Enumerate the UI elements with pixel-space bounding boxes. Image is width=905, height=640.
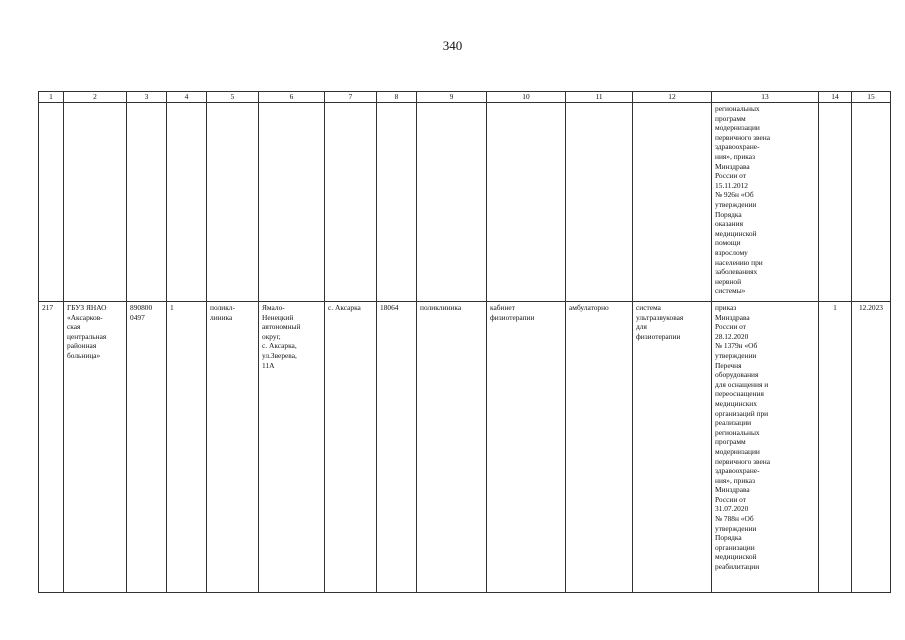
- count-cell: 1: [167, 302, 207, 593]
- table-cell: [377, 103, 417, 302]
- header-row: [39, 92, 891, 103]
- table-cell: [325, 103, 377, 302]
- continued-row: [39, 103, 891, 302]
- table-cell: [852, 103, 891, 302]
- code-cell: 890800 0497: [127, 302, 167, 593]
- date-cell: 12.2023: [852, 302, 891, 593]
- header-cell: 2: [64, 92, 127, 103]
- table-cell: [39, 103, 64, 302]
- regulation-cell: приказ Минздрава России от 28.12.2020 № 1379н «Об утверждении Перечня оборудования для оснащения и переоснащения медицинских организаций при реализации региональных программ модернизации первичного звена здравоохране- ния», приказ Минздрава России от 31.07.2020 № 788н «Об утверждении Порядка организации медицинской реабилитации: [712, 302, 819, 593]
- table-cell: [487, 103, 566, 302]
- header-cell: 1: [39, 92, 64, 103]
- table-cell: [127, 103, 167, 302]
- quantity-cell: 1: [819, 302, 852, 593]
- header-cell: 11: [566, 92, 633, 103]
- table-cell: [633, 103, 712, 302]
- table-cell: [566, 103, 633, 302]
- table-cell: [64, 103, 127, 302]
- header-cell: 15: [852, 92, 891, 103]
- table-cell: [259, 103, 325, 302]
- header-cell: 7: [325, 92, 377, 103]
- oktmo-cell: 18064: [377, 302, 417, 593]
- equipment-table: [38, 91, 891, 593]
- header-cell: 13: [712, 92, 819, 103]
- unit-type-cell: поликл- линика: [207, 302, 259, 593]
- table-cell: [819, 103, 852, 302]
- address-cell: Ямало- Ненецкий автономный округ, с. Аксарка, ул.Зверева, 11А: [259, 302, 325, 593]
- header-cell: 9: [417, 92, 487, 103]
- page-number: 340: [442, 38, 463, 53]
- header-cell: 6: [259, 92, 325, 103]
- row-number-cell: 217: [39, 302, 64, 593]
- header-cell: 3: [127, 92, 167, 103]
- care-form-cell: амбулаторно: [566, 302, 633, 593]
- header-cell: 4: [167, 92, 207, 103]
- regulation-cell: региональных программ модернизации первичного звена здравоохране- ния», приказ Минздрава России от 15.11.2012 № 926н «Об утверждении Порядка оказания медицинской помощи взрослому населению при заболеваниях нервной системы»: [712, 103, 819, 302]
- header-cell: 14: [819, 92, 852, 103]
- equipment-cell: система ультразвуковая для физиотерапии: [633, 302, 712, 593]
- header-cell: 10: [487, 92, 566, 103]
- division-cell: поликлиника: [417, 302, 487, 593]
- table-cell: [417, 103, 487, 302]
- settlement-cell: с. Аксарка: [325, 302, 377, 593]
- organization-cell: ГБУЗ ЯНАО «Аксарков- ская центральная районная больница»: [64, 302, 127, 593]
- room-cell: кабинет физиотерапии: [487, 302, 566, 593]
- table-cell: [167, 103, 207, 302]
- header-cell: 12: [633, 92, 712, 103]
- table-row: [39, 302, 891, 593]
- header-cell: 8: [377, 92, 417, 103]
- header-cell: 5: [207, 92, 259, 103]
- table-cell: [207, 103, 259, 302]
